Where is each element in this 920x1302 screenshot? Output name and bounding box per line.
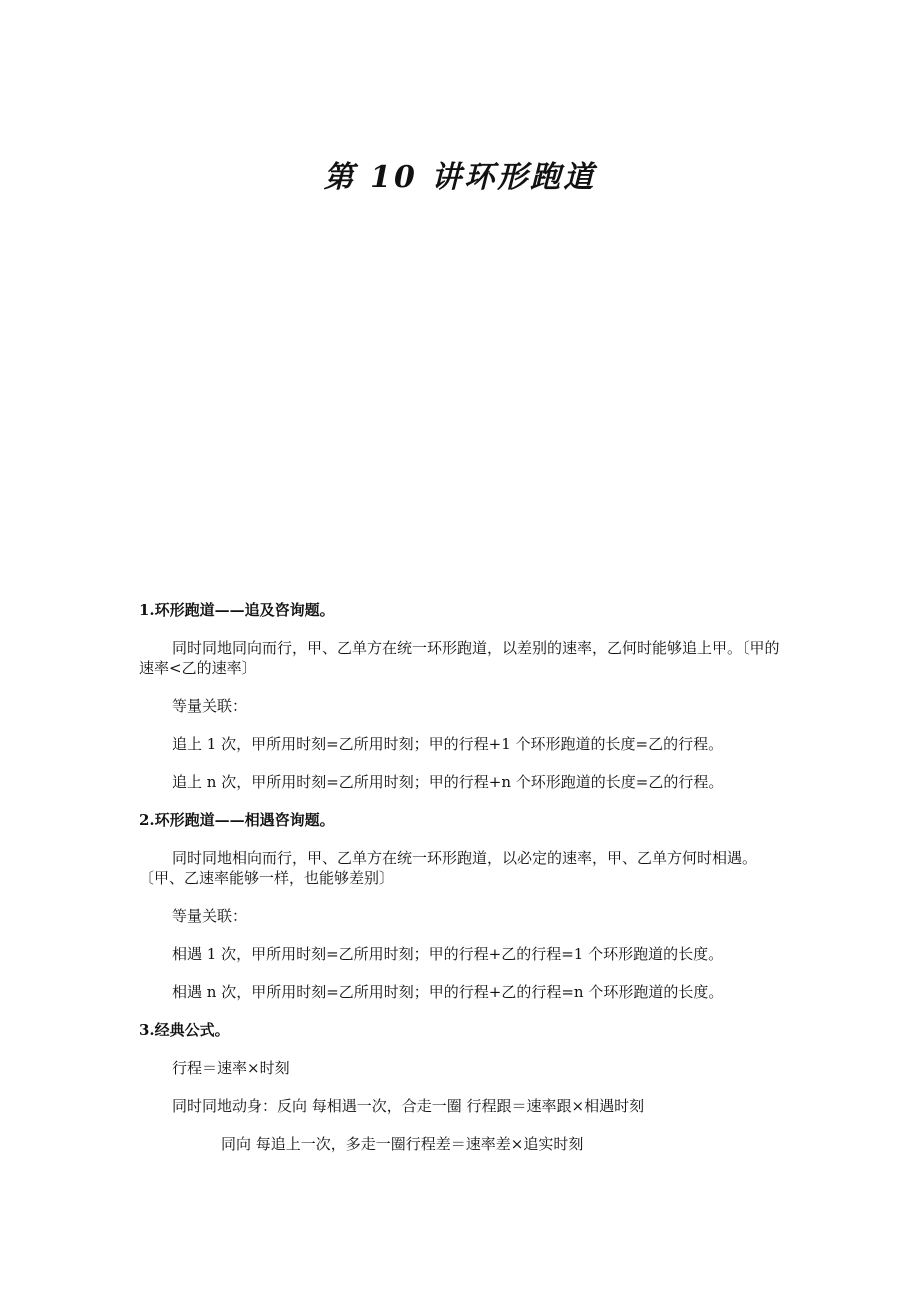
paragraph-indented: 同向 每追上一次，多走一圈行程差＝速率差×追实时刻 — [221, 1135, 584, 1153]
paragraph: 行程＝速率×时刻 — [172, 1059, 290, 1077]
paragraph: 相遇 n 次，甲所用时刻=乙所用时刻；甲的行程+乙的行程=n 个环形跑道的长度。 — [172, 983, 724, 1001]
document-body — [139, 600, 789, 1154]
paragraph: 同时同地相向而行，甲、乙单方在统一环形跑道，以必定的速率，甲、乙单方何时相遇。〔甲、乙速率能够一样，也能够差别〕 — [139, 849, 758, 887]
paragraph: 追上 n 次，甲所用时刻=乙所用时刻；甲的行程+n 个环形跑道的长度=乙的行程。 — [172, 773, 724, 791]
section-meet — [139, 810, 789, 1002]
section-formulas — [139, 1020, 789, 1154]
section-chase — [139, 600, 789, 792]
paragraph: 等量关联： — [172, 697, 248, 715]
paragraph: 等量关联： — [172, 907, 248, 925]
paragraph: 相遇 1 次，甲所用时刻=乙所用时刻；甲的行程+乙的行程=1 个环形跑道的长度。 — [172, 945, 724, 963]
section-heading: 3.经典公式。 — [139, 1021, 230, 1039]
paragraph: 同时同地动身：反向 每相遇一次，合走一圈 行程跟＝速率跟×相遇时刻 — [172, 1097, 645, 1115]
section-heading: 2.环形跑道——相遇咨询题。 — [139, 811, 335, 829]
section-heading: 1.环形跑道——追及咨询题。 — [139, 601, 335, 619]
paragraph: 同时同地同向而行，甲、乙单方在统一环形跑道，以差别的速率，乙何时能够追上甲。〔甲的速率<乙的速率〕 — [139, 639, 780, 677]
document-title: 第 10 讲环形跑道 — [323, 160, 597, 195]
paragraph: 追上 1 次，甲所用时刻=乙所用时刻；甲的行程+1 个环形跑道的长度=乙的行程。 — [172, 735, 724, 753]
